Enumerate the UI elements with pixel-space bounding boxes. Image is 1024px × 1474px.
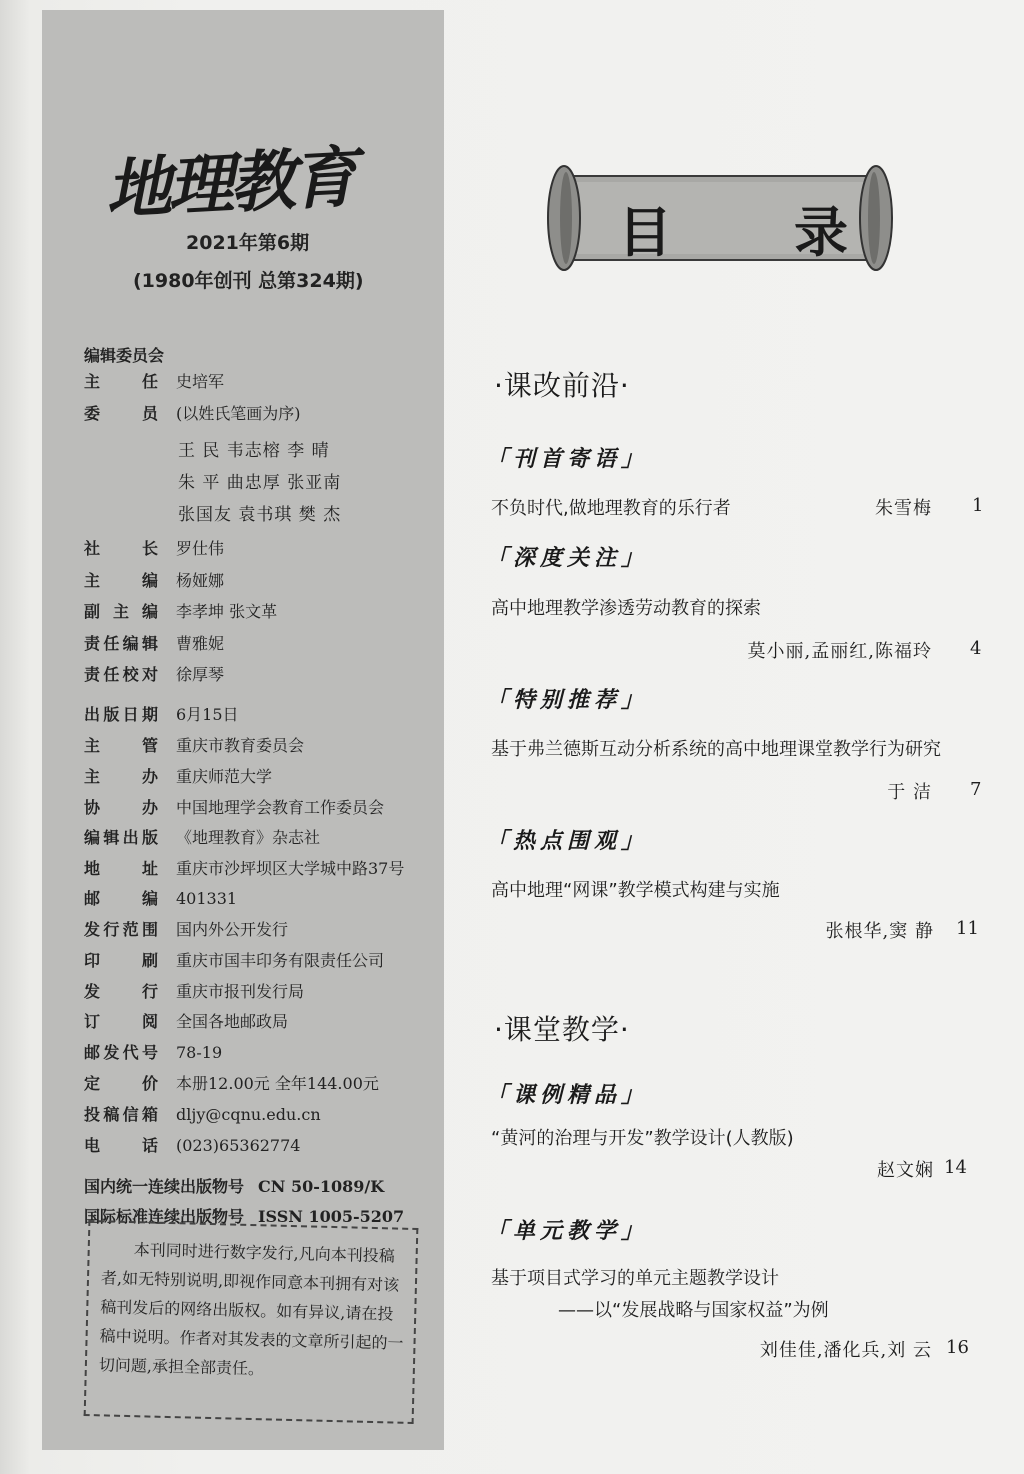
chair-value: 史培军 bbox=[176, 372, 225, 391]
info-label: 订阅 bbox=[84, 1012, 158, 1031]
info-row bbox=[84, 1076, 379, 1092]
info-value: 401331 bbox=[176, 889, 238, 908]
info-row bbox=[84, 984, 304, 1000]
info-row bbox=[84, 541, 224, 557]
info-value: 重庆市教育委员会 bbox=[176, 736, 305, 755]
column-title: 「特别推荐」 bbox=[486, 687, 649, 713]
info-row bbox=[84, 891, 237, 907]
page-number: 4 bbox=[970, 638, 982, 659]
info-value: 本册12.00元 全年144.00元 bbox=[176, 1074, 379, 1093]
article-title: “黄河的治理与开发”教学设计(人教版) bbox=[491, 1128, 794, 1149]
info-label: 主办 bbox=[84, 767, 158, 786]
info-label: 出版日期 bbox=[84, 705, 158, 724]
info-row bbox=[84, 769, 272, 785]
info-row bbox=[84, 861, 404, 877]
article-author: 张根华,窦 静 bbox=[825, 921, 934, 942]
info-row bbox=[84, 636, 224, 652]
info-label: 电话 bbox=[84, 1136, 158, 1155]
page-number: 1 bbox=[972, 495, 984, 516]
page-number: 7 bbox=[970, 779, 982, 800]
article-title: 不负时代,做地理教育的乐行者 bbox=[491, 498, 731, 519]
info-value: 曹雅妮 bbox=[176, 634, 225, 653]
heading-char: 目 bbox=[618, 201, 672, 264]
info-row bbox=[84, 573, 224, 589]
copyright-notice: 本刊同时进行数字发行,凡向本刊投稿者,如无特别说明,即视作同意本刊拥有对该稿刊发后的网络出版权。如有异议,请在投稿中说明。作者对其发表的文章所引起的一切问题,承担全部责任。 bbox=[84, 1220, 419, 1424]
info-label: 发行范围 bbox=[84, 920, 158, 939]
magazine-logo: 地理教育 bbox=[103, 137, 356, 229]
members-row: 朱 平 曲忠厚 张亚南 bbox=[178, 473, 342, 493]
heading-char: 录 bbox=[794, 201, 848, 264]
section-heading: ·课改前沿· bbox=[494, 369, 630, 402]
info-label: 责任编辑 bbox=[84, 634, 158, 653]
info-value: 杨娅娜 bbox=[176, 571, 225, 590]
info-label: 地址 bbox=[84, 859, 158, 878]
info-value: 徐厚琴 bbox=[176, 665, 225, 684]
info-value: 78-19 bbox=[176, 1043, 223, 1062]
info-label: 编辑出版 bbox=[84, 828, 158, 847]
info-value: 重庆市国丰印务有限责任公司 bbox=[176, 951, 385, 970]
info-value: 李孝坤 张文革 bbox=[176, 602, 278, 621]
issue-number: 2021年第6期 bbox=[186, 232, 310, 254]
info-label: 投稿信箱 bbox=[84, 1105, 158, 1124]
article-author: 莫小丽,孟丽红,陈福玲 bbox=[747, 641, 932, 662]
article-title: 基于项目式学习的单元主题教学设计 bbox=[491, 1268, 779, 1289]
info-row bbox=[84, 1138, 300, 1154]
info-value: 重庆师范大学 bbox=[176, 767, 273, 786]
info-label: 副主编 bbox=[84, 602, 158, 621]
info-value: 中国地理学会教育工作委员会 bbox=[176, 798, 385, 817]
committee-title: 编辑委员会 bbox=[84, 346, 165, 365]
info-value: 重庆市报刊发行局 bbox=[176, 982, 305, 1001]
info-label: 发行 bbox=[84, 982, 158, 1001]
column-title: 「单元教学」 bbox=[486, 1218, 649, 1244]
members-row: 张国友 袁书琪 樊 杰 bbox=[178, 505, 342, 525]
info-label: 主管 bbox=[84, 736, 158, 755]
info-label: 主编 bbox=[84, 571, 158, 590]
column-title: 「热点围观」 bbox=[486, 828, 649, 854]
info-label: 邮发代号 bbox=[84, 1043, 158, 1062]
page-number: 16 bbox=[946, 1337, 969, 1358]
issn-code: ISSN 1005-5207 bbox=[258, 1207, 405, 1226]
article-author: 朱雪梅 bbox=[875, 498, 932, 519]
column-title: 「深度关注」 bbox=[486, 545, 649, 571]
info-row bbox=[84, 922, 288, 938]
contents-heading bbox=[618, 190, 848, 267]
article-author: 于 洁 bbox=[887, 782, 932, 803]
cn-code: CN 50-1089/K bbox=[258, 1177, 385, 1196]
info-row bbox=[84, 800, 384, 816]
article-title: 高中地理教学渗透劳动教育的探索 bbox=[491, 598, 761, 619]
info-value: 《地理教育》杂志社 bbox=[176, 828, 321, 847]
info-value: 全国各地邮政局 bbox=[176, 1012, 289, 1031]
page-number: 11 bbox=[956, 918, 979, 939]
article-title: 高中地理“网课”教学模式构建与实施 bbox=[491, 880, 780, 901]
info-value: 6月15日 bbox=[176, 705, 239, 724]
cn-serial bbox=[84, 1174, 384, 1197]
article-title: 基于弗兰德斯互动分析系统的高中地理课堂教学行为研究 bbox=[491, 739, 941, 760]
info-row bbox=[84, 1107, 321, 1123]
info-value: dljy@cqnu.edu.cn bbox=[176, 1105, 321, 1124]
column-title: 「课例精品」 bbox=[486, 1082, 649, 1108]
section-heading: ·课堂教学· bbox=[494, 1013, 630, 1046]
info-row bbox=[84, 953, 384, 969]
issn-label: 国际标准连续出版物号 bbox=[84, 1207, 245, 1226]
members-label: 委 员 bbox=[84, 404, 158, 423]
chair-label: 主 任 bbox=[84, 372, 158, 391]
info-value: 国内外公开发行 bbox=[176, 920, 289, 939]
info-label: 社长 bbox=[84, 539, 158, 558]
article-author: 刘佳佳,潘化兵,刘 云 bbox=[759, 1340, 932, 1361]
info-row bbox=[84, 707, 239, 723]
column-title: 「刊首寄语」 bbox=[486, 446, 649, 472]
founding-info: (1980年创刊 总第324期) bbox=[133, 270, 364, 292]
info-row bbox=[84, 667, 224, 683]
info-row bbox=[84, 1014, 288, 1030]
info-row bbox=[84, 738, 304, 754]
article-subtitle: ——以“发展战略与国家权益”为例 bbox=[558, 1300, 829, 1321]
members-row: 王 民 韦志榕 李 晴 bbox=[178, 441, 330, 461]
members-note: (以姓氏笔画为序) bbox=[176, 404, 301, 423]
info-row bbox=[84, 830, 320, 846]
cn-label: 国内统一连续出版物号 bbox=[84, 1177, 245, 1196]
committee-members bbox=[84, 406, 301, 422]
info-label: 协办 bbox=[84, 798, 158, 817]
page-number: 14 bbox=[944, 1157, 967, 1178]
info-row bbox=[84, 604, 277, 620]
article-author: 赵文娴 bbox=[877, 1160, 934, 1181]
info-row bbox=[84, 1045, 222, 1061]
info-value: 重庆市沙坪坝区大学城中路37号 bbox=[176, 859, 405, 878]
info-label: 责任校对 bbox=[84, 665, 158, 684]
info-label: 邮编 bbox=[84, 889, 158, 908]
info-label: 定价 bbox=[84, 1074, 158, 1093]
info-value: 罗仕伟 bbox=[176, 539, 225, 558]
info-value: (023)65362774 bbox=[176, 1136, 301, 1155]
info-label: 印刷 bbox=[84, 951, 158, 970]
committee-chair bbox=[84, 374, 224, 390]
